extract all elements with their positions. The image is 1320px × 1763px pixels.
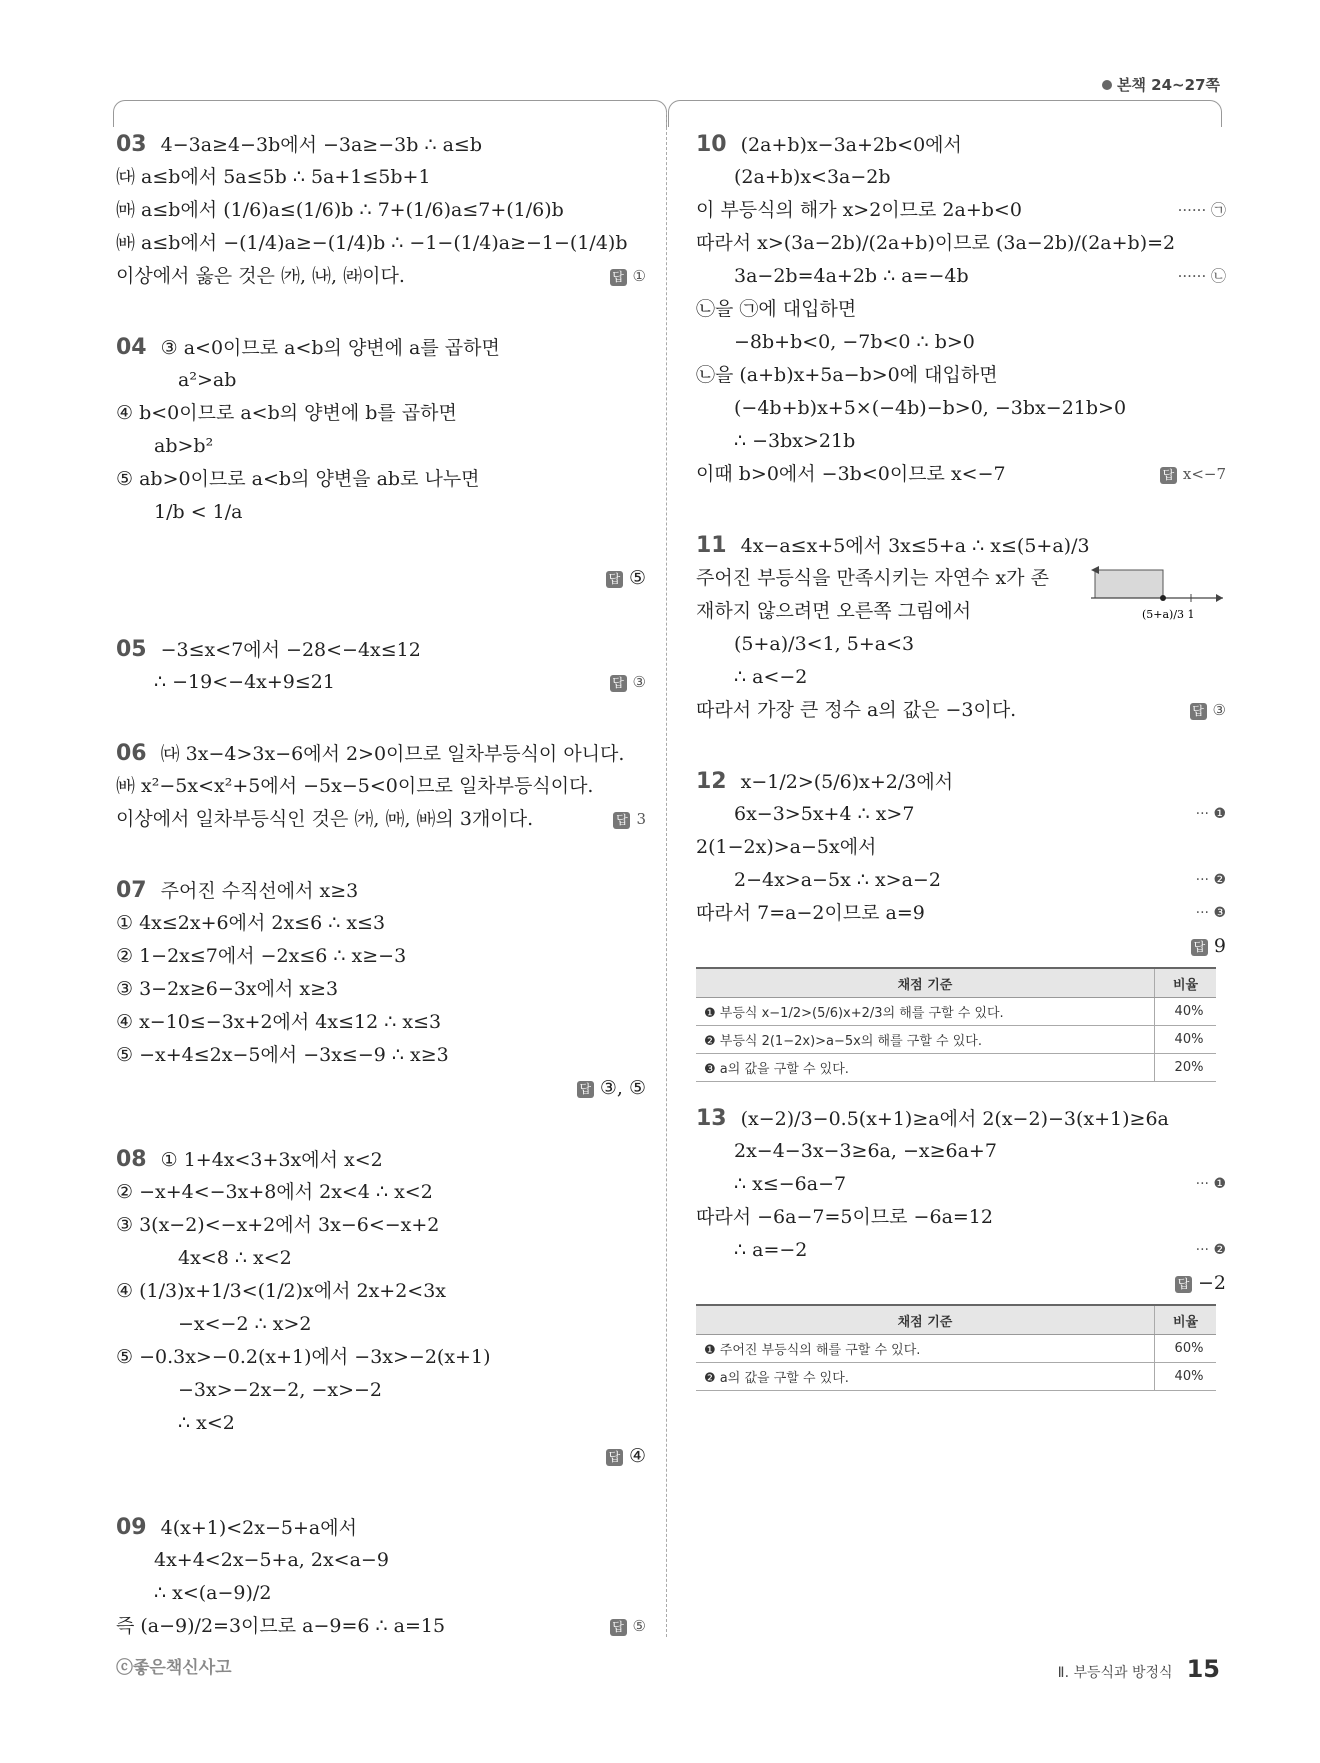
solution-line: 2x−4−3x−3≥6a, −x≥6a+7 <box>734 1140 997 1162</box>
step-marker: ··· ❸ <box>1195 905 1226 921</box>
answer-badge-icon: 답 <box>577 1081 594 1098</box>
bullet-icon <box>1102 80 1112 90</box>
answer-value: −2 <box>1197 1272 1226 1294</box>
solution-line: ㉡을 (a+b)x+5a−b>0에 대입하면 <box>696 364 998 386</box>
table-header: 비율 <box>1155 968 1217 998</box>
answer-badge-icon: 답 <box>1175 1276 1192 1293</box>
right-frame <box>668 100 1222 127</box>
table-cell: 40% <box>1155 1026 1217 1054</box>
column-divider <box>666 112 667 1637</box>
solution-line: (2a+b)x<3a−2b <box>734 166 891 188</box>
solution-line: (x−2)/3−0.5(x+1)≥a에서 2(x−2)−3(x+1)≥6a <box>740 1108 1169 1130</box>
answer-value: ③ <box>1212 701 1226 719</box>
solution-line: ∴ x≤−6a−7 <box>734 1173 847 1195</box>
solution-line: ∴ x<2 <box>178 1412 235 1434</box>
page-number: 15 <box>1186 1655 1220 1683</box>
table-cell: ❷ a의 값을 구할 수 있다. <box>696 1363 1155 1391</box>
equation-marker: ······ ㉠ <box>1177 201 1226 219</box>
solution-line: ③ 3−2x≥6−3x에서 x≥3 <box>116 978 339 1000</box>
problem-13 <box>696 1102 1226 1391</box>
solution-line: (−4b+b)x+5×(−4b)−b>0, −3bx−21b>0 <box>734 397 1127 419</box>
problem-07 <box>116 874 646 1105</box>
problem-12 <box>696 765 1226 1082</box>
solution-line: 재하지 않으려면 오른쪽 그림에서 <box>696 600 972 622</box>
solution-line: ab>b² <box>154 435 214 457</box>
step-marker: ··· ❷ <box>1195 1242 1226 1258</box>
answer-value: ⑤ <box>632 1617 646 1635</box>
table-row <box>696 998 1216 1026</box>
solution-line: ∴ x<(a−9)/2 <box>154 1582 272 1604</box>
answer-value: 3 <box>636 810 646 828</box>
step-marker: ··· ❶ <box>1195 806 1226 822</box>
table-header: 채점 기준 <box>696 1305 1155 1335</box>
table-cell: 40% <box>1155 1363 1217 1391</box>
equation-marker: ······ ㉡ <box>1177 267 1226 285</box>
table-row <box>696 1026 1216 1054</box>
solution-line: 4x<8 ∴ x<2 <box>178 1247 292 1269</box>
grading-table <box>696 1304 1216 1391</box>
problem-number: 12 <box>696 769 727 794</box>
solution-line: 이때 b>0에서 −3b<0이므로 x<−7 <box>696 463 1006 485</box>
answer-value: ③, ⑤ <box>599 1077 646 1099</box>
problem-number: 05 <box>116 637 147 662</box>
solution-line: a²>ab <box>178 369 237 391</box>
grading-table <box>696 967 1216 1082</box>
problem-number: 09 <box>116 1515 147 1540</box>
tick-label: 1 <box>1187 608 1195 621</box>
answer-value: x<−7 <box>1182 465 1226 483</box>
answer-badge-icon: 답 <box>606 1449 623 1466</box>
solution-line: ∴ a=−2 <box>734 1239 808 1261</box>
solution-line: ⑤ −0.3x>−0.2(x+1)에서 −3x>−2(x+1) <box>116 1346 491 1368</box>
solution-line: ② −x+4<−3x+8에서 2x<4 ∴ x<2 <box>116 1181 433 1203</box>
solution-line: ④ (1/3)x+1/3<(1/2)x에서 2x+2<3x <box>116 1280 447 1302</box>
problem-number: 07 <box>116 878 147 903</box>
solution-line: ㈐ 3x−4>3x−6에서 2>0이므로 일차부등식이 아니다. <box>160 743 625 765</box>
solution-line: 4x+4<2x−5+a, 2x<a−9 <box>154 1549 389 1571</box>
problem-number: 13 <box>696 1106 727 1131</box>
table-cell: ❷ 부등식 2(1−2x)>a−5x의 해를 구할 수 있다. <box>696 1026 1155 1054</box>
answer-badge-icon: 답 <box>1190 703 1207 720</box>
table-header: 비율 <box>1155 1305 1217 1335</box>
chapter-title: Ⅱ. 부등식과 방정식 <box>1057 1665 1173 1681</box>
solution-line: ① 4x≤2x+6에서 2x≤6 ∴ x≤3 <box>116 912 386 934</box>
problem-number: 11 <box>696 533 727 558</box>
solution-line: ④ x−10≤−3x+2에서 4x≤12 ∴ x≤3 <box>116 1011 442 1033</box>
solution-line: 따라서 7=a−2이므로 a=9 <box>696 902 925 924</box>
problem-number: 10 <box>696 132 727 157</box>
table-cell: ❶ 부등식 x−1/2>(5/6)x+2/3의 해를 구할 수 있다. <box>696 998 1155 1026</box>
solution-line: ㈐ a≤b에서 5a≤5b ∴ 5a+1≤5b+1 <box>116 166 431 188</box>
answer-badge-icon: 답 <box>610 269 627 286</box>
solution-line: ㉡을 ㉠에 대입하면 <box>696 298 857 320</box>
solution-line: 2−4x>a−5x ∴ x>a−2 <box>734 869 941 891</box>
problem-03 <box>116 128 646 293</box>
solution-line: 따라서 가장 큰 정수 a의 값은 −3이다. <box>696 699 1017 721</box>
solution-line: 6x−3>5x+4 ∴ x>7 <box>734 803 915 825</box>
table-cell: 20% <box>1155 1054 1217 1082</box>
solution-line: ㈒ a≤b에서 (1/6)a≤(1/6)b ∴ 7+(1/6)a≤7+(1/6)b <box>116 199 564 221</box>
table-cell: ❶ 주어진 부등식의 해를 구할 수 있다. <box>696 1335 1155 1363</box>
problem-number: 06 <box>116 741 147 766</box>
left-frame <box>113 100 667 127</box>
problem-number: 03 <box>116 132 147 157</box>
publisher-logo: ⓒ좋은책신사고 <box>116 1658 232 1678</box>
solution-line: 4−3a≥4−3b에서 −3a≥−3b ∴ a≤b <box>160 134 482 156</box>
solution-line: 이상에서 옳은 것은 ㈎, ㈏, ㈑이다. <box>116 265 405 287</box>
solution-line: ② 1−2x≤7에서 −2x≤6 ∴ x≥−3 <box>116 945 407 967</box>
problem-04 <box>116 331 646 595</box>
solution-line: 주어진 부등식을 만족시키는 자연수 x가 존 <box>696 567 1049 589</box>
answer-badge-icon: 답 <box>610 675 627 692</box>
step-marker: ··· ❶ <box>1195 1176 1226 1192</box>
table-row <box>696 1335 1216 1363</box>
solution-line: ③ a<0이므로 a<b의 양변에 a를 곱하면 <box>160 337 500 359</box>
page-footer <box>1058 1655 1220 1683</box>
fraction-label: (5+a)/3 <box>1141 608 1185 621</box>
answer-badge-icon: 답 <box>606 571 623 588</box>
solution-line: 4x−a≤x+5에서 3x≤5+a ∴ x≤(5+a)/3 <box>740 535 1090 557</box>
table-row <box>696 1054 1216 1082</box>
solution-line: −x<−2 ∴ x>2 <box>178 1313 312 1335</box>
answer-value: ④ <box>628 1445 646 1467</box>
solution-line: ∴ −19<−4x+9≤21 <box>154 671 335 693</box>
solution-line: 주어진 수직선에서 x≥3 <box>160 880 359 902</box>
solution-line: 1/b < 1/a <box>154 501 243 523</box>
problem-08 <box>116 1143 646 1473</box>
solution-line: 즉 (a−9)/2=3이므로 a−9=6 ∴ a=15 <box>116 1615 446 1637</box>
problem-09 <box>116 1511 646 1643</box>
answer-badge-icon: 답 <box>1160 467 1177 484</box>
solution-line: ⑤ −x+4≤2x−5에서 −3x≤−9 ∴ x≥3 <box>116 1044 449 1066</box>
table-cell: 40% <box>1155 998 1217 1026</box>
solution-line: (5+a)/3<1, 5+a<3 <box>734 633 915 655</box>
problem-number: 04 <box>116 335 147 360</box>
solution-line: x−1/2>(5/6)x+2/3에서 <box>740 771 954 793</box>
right-column <box>696 128 1226 1411</box>
solution-line: ⑤ ab>0이므로 a<b의 양변을 ab로 나누면 <box>116 468 480 490</box>
table-cell: ❸ a의 값을 구할 수 있다. <box>696 1054 1155 1082</box>
solution-line: −3x>−2x−2, −x>−2 <box>178 1379 383 1401</box>
solution-line: 2(1−2x)>a−5x에서 <box>696 836 877 858</box>
solution-line: ㈓ x²−5x<x²+5에서 −5x−5<0이므로 일차부등식이다. <box>116 775 594 797</box>
table-header: 채점 기준 <box>696 968 1155 998</box>
solution-line: 따라서 −6a−7=5이므로 −6a=12 <box>696 1206 993 1228</box>
solution-line: ∴ −3bx>21b <box>734 430 856 452</box>
solution-line: 이상에서 일차부등식인 것은 ㈎, ㈒, ㈓의 3개이다. <box>116 808 534 830</box>
table-cell: 60% <box>1155 1335 1217 1363</box>
problem-number: 08 <box>116 1147 147 1172</box>
solution-line: ③ 3(x−2)<−x+2에서 3x−6<−x+2 <box>116 1214 440 1236</box>
solution-line: −3≤x<7에서 −28<−4x≤12 <box>160 639 421 661</box>
problem-05 <box>116 633 646 699</box>
page-reference <box>1102 74 1220 95</box>
solution-line: ∴ a<−2 <box>734 666 808 688</box>
answer-value: 9 <box>1213 935 1226 957</box>
solution-line: 4(x+1)<2x−5+a에서 <box>160 1517 357 1539</box>
number-line-figure <box>1091 562 1226 634</box>
solution-line: −8b+b<0, −7b<0 ∴ b>0 <box>734 331 975 353</box>
solution-line: (2a+b)x−3a+2b<0에서 <box>740 134 962 156</box>
answer-value: ③ <box>632 673 646 691</box>
problem-10 <box>696 128 1226 491</box>
step-marker: ··· ❷ <box>1195 872 1226 888</box>
answer-value: ⑤ <box>628 567 646 589</box>
solution-line: ㈓ a≤b에서 −(1/4)a≥−(1/4)b ∴ −1−(1/4)a≥−1−(1/4)b <box>116 232 628 254</box>
solution-line: 따라서 x>(3a−2b)/(2a+b)이므로 (3a−2b)/(2a+b)=2 <box>696 232 1176 254</box>
solution-line: ① 1+4x<3+3x에서 x<2 <box>160 1149 383 1171</box>
solution-line: ④ b<0이므로 a<b의 양변에 b를 곱하면 <box>116 402 457 424</box>
answer-badge-icon: 답 <box>613 812 630 829</box>
answer-badge-icon: 답 <box>1191 939 1208 956</box>
solution-line: 이 부등식의 해가 x>2이므로 2a+b<0 <box>696 199 1022 221</box>
left-column <box>116 128 646 1659</box>
page-reference-text: 본책 24~27쪽 <box>1116 76 1220 94</box>
solution-line: 3a−2b=4a+2b ∴ a=−4b <box>734 265 969 287</box>
problem-06 <box>116 737 646 836</box>
problem-11 <box>696 529 1226 727</box>
answer-badge-icon: 답 <box>610 1619 627 1636</box>
table-row <box>696 1363 1216 1391</box>
answer-value: ① <box>632 267 646 285</box>
